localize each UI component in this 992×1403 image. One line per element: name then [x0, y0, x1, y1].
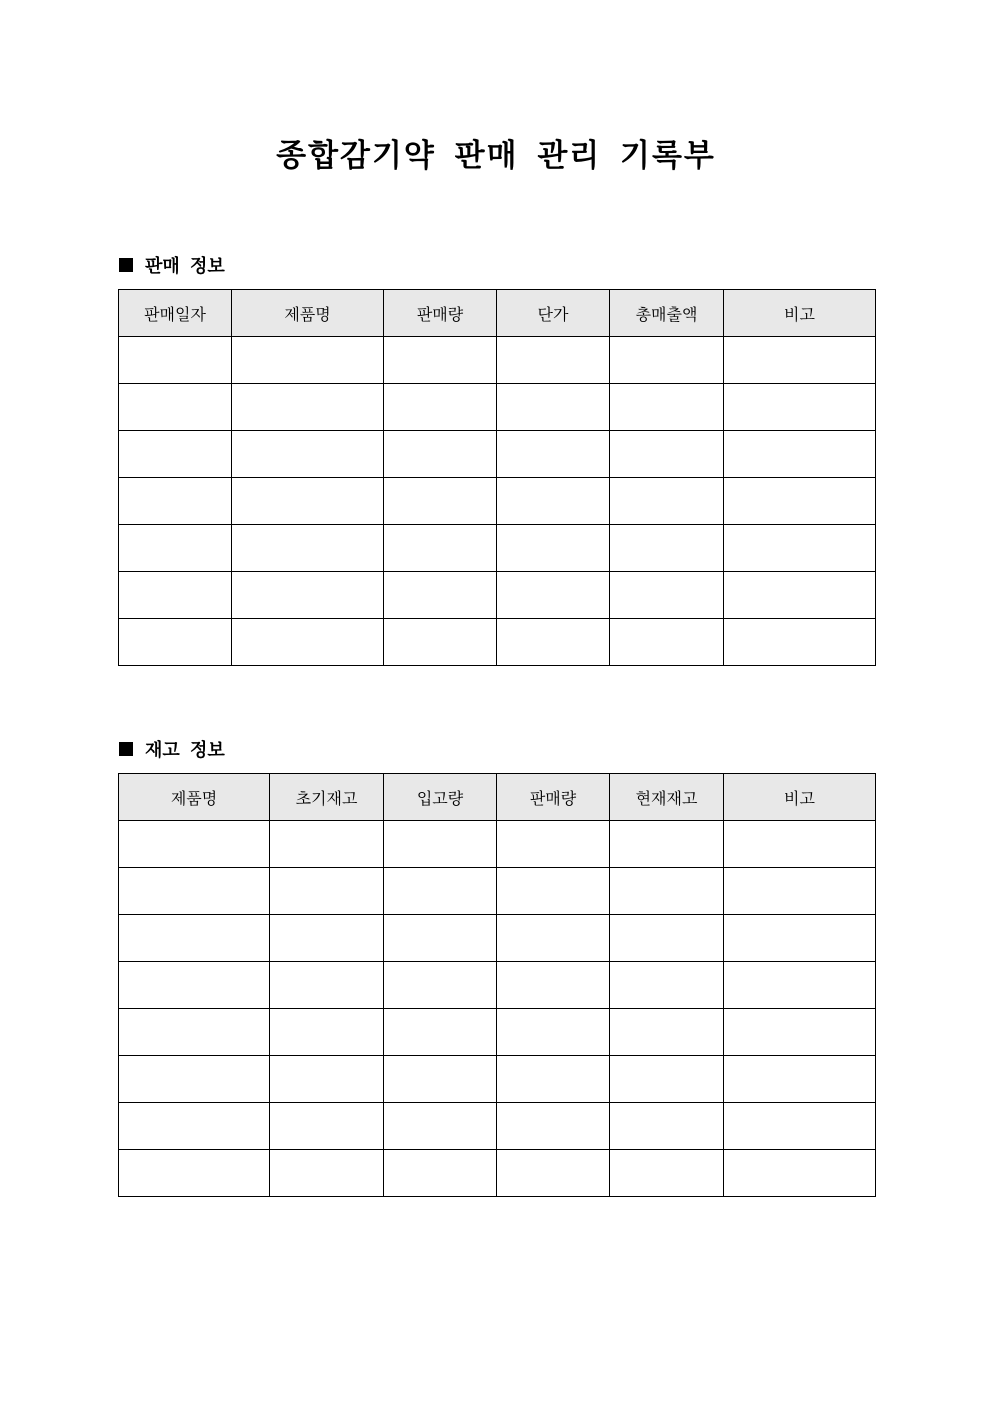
- column-header-sale-date: 판매일자: [119, 290, 232, 337]
- table-cell[interactable]: [724, 431, 876, 478]
- table-cell[interactable]: [384, 915, 497, 962]
- table-cell[interactable]: [497, 821, 610, 868]
- table-cell[interactable]: [270, 1103, 384, 1150]
- table-cell[interactable]: [610, 1056, 724, 1103]
- table-cell[interactable]: [497, 868, 610, 915]
- table-cell[interactable]: [119, 337, 232, 384]
- column-header-sales-quantity: 판매량: [384, 290, 497, 337]
- table-row: [119, 384, 876, 431]
- table-cell[interactable]: [384, 572, 497, 619]
- table-cell[interactable]: [119, 525, 232, 572]
- table-row: [119, 868, 876, 915]
- table-row: [119, 915, 876, 962]
- table-cell[interactable]: [232, 478, 384, 525]
- table-cell[interactable]: [270, 821, 384, 868]
- table-cell[interactable]: [384, 431, 497, 478]
- black-square-icon: [119, 258, 133, 272]
- table-cell[interactable]: [270, 868, 384, 915]
- table-cell[interactable]: [724, 619, 876, 666]
- table-cell[interactable]: [610, 384, 724, 431]
- table-row: [119, 572, 876, 619]
- table-row: [119, 821, 876, 868]
- table-cell[interactable]: [610, 915, 724, 962]
- table-cell[interactable]: [270, 915, 384, 962]
- table-cell[interactable]: [724, 1150, 876, 1197]
- table-cell[interactable]: [384, 962, 497, 1009]
- table-cell[interactable]: [119, 1009, 270, 1056]
- table-cell[interactable]: [119, 915, 270, 962]
- table-row: [119, 337, 876, 384]
- column-header-sales-quantity: 판매량: [497, 774, 610, 821]
- table-cell[interactable]: [724, 478, 876, 525]
- table-cell[interactable]: [497, 337, 610, 384]
- table-cell[interactable]: [497, 915, 610, 962]
- table-cell[interactable]: [384, 619, 497, 666]
- table-cell[interactable]: [119, 1103, 270, 1150]
- table-cell[interactable]: [119, 1150, 270, 1197]
- table-cell[interactable]: [610, 1009, 724, 1056]
- page-title: 종합감기약 판매 관리 기록부: [276, 138, 716, 174]
- column-header-initial-stock: 초기재고: [270, 774, 384, 821]
- table-cell[interactable]: [610, 1150, 724, 1197]
- black-square-icon: [119, 742, 133, 756]
- table-cell[interactable]: [384, 337, 497, 384]
- table-cell[interactable]: [119, 1056, 270, 1103]
- table-cell[interactable]: [497, 1103, 610, 1150]
- table-row: [119, 962, 876, 1009]
- table-cell[interactable]: [119, 384, 232, 431]
- inventory-table-body: [119, 821, 876, 1197]
- table-cell[interactable]: [384, 1056, 497, 1103]
- table-cell[interactable]: [119, 821, 270, 868]
- table-row: [119, 619, 876, 666]
- table-cell[interactable]: [232, 572, 384, 619]
- table-cell[interactable]: [610, 1103, 724, 1150]
- table-cell[interactable]: [724, 337, 876, 384]
- table-row: [119, 478, 876, 525]
- table-cell[interactable]: [384, 1103, 497, 1150]
- table-row: [119, 431, 876, 478]
- table-cell[interactable]: [270, 1009, 384, 1056]
- column-header-total-sales: 총매출액: [610, 290, 724, 337]
- table-row: [119, 1056, 876, 1103]
- table-cell[interactable]: [497, 1150, 610, 1197]
- table-cell[interactable]: [119, 619, 232, 666]
- table-cell[interactable]: [724, 525, 876, 572]
- table-cell[interactable]: [384, 478, 497, 525]
- table-cell[interactable]: [610, 868, 724, 915]
- table-row: [119, 1150, 876, 1197]
- table-cell[interactable]: [497, 525, 610, 572]
- table-cell[interactable]: [232, 619, 384, 666]
- column-header-unit-price: 단가: [497, 290, 610, 337]
- table-cell[interactable]: [119, 962, 270, 1009]
- sales-section-heading: [119, 253, 225, 277]
- table-cell[interactable]: [270, 962, 384, 1009]
- table-cell[interactable]: [724, 384, 876, 431]
- table-cell[interactable]: [232, 384, 384, 431]
- table-row: [119, 1103, 876, 1150]
- sales-header-row: [119, 290, 876, 337]
- table-cell[interactable]: [610, 821, 724, 868]
- table-cell[interactable]: [497, 384, 610, 431]
- table-cell[interactable]: [724, 962, 876, 1009]
- column-header-remarks: 비고: [724, 774, 876, 821]
- table-cell[interactable]: [497, 572, 610, 619]
- column-header-current-stock: 현재재고: [610, 774, 724, 821]
- table-cell[interactable]: [232, 431, 384, 478]
- table-cell[interactable]: [724, 1103, 876, 1150]
- table-cell[interactable]: [270, 1056, 384, 1103]
- table-cell[interactable]: [724, 868, 876, 915]
- table-cell[interactable]: [384, 525, 497, 572]
- table-cell[interactable]: [232, 337, 384, 384]
- table-cell[interactable]: [497, 619, 610, 666]
- table-cell[interactable]: [384, 1009, 497, 1056]
- inventory-table: [118, 773, 876, 1197]
- table-row: [119, 525, 876, 572]
- table-cell[interactable]: [270, 1150, 384, 1197]
- table-cell[interactable]: [119, 431, 232, 478]
- table-cell[interactable]: [724, 821, 876, 868]
- table-cell[interactable]: [497, 1009, 610, 1056]
- table-cell[interactable]: [724, 1056, 876, 1103]
- table-cell[interactable]: [610, 337, 724, 384]
- table-cell[interactable]: [232, 525, 384, 572]
- table-cell[interactable]: [384, 868, 497, 915]
- inventory-section-heading: [119, 737, 225, 761]
- column-header-remarks: 비고: [724, 290, 876, 337]
- table-cell[interactable]: [610, 572, 724, 619]
- table-cell[interactable]: [610, 619, 724, 666]
- table-cell[interactable]: [119, 868, 270, 915]
- column-header-received-quantity: 입고량: [384, 774, 497, 821]
- table-cell[interactable]: [497, 478, 610, 525]
- table-cell[interactable]: [384, 821, 497, 868]
- table-cell[interactable]: [497, 1056, 610, 1103]
- column-header-product-name: 제품명: [232, 290, 384, 337]
- table-cell[interactable]: [610, 431, 724, 478]
- table-cell[interactable]: [724, 572, 876, 619]
- inventory-header-row: [119, 774, 876, 821]
- table-cell[interactable]: [610, 478, 724, 525]
- table-cell[interactable]: [384, 1150, 497, 1197]
- inventory-section-title: 재고 정보: [145, 740, 225, 761]
- table-cell[interactable]: [119, 572, 232, 619]
- table-row: [119, 1009, 876, 1056]
- column-header-product-name: 제품명: [119, 774, 270, 821]
- table-cell[interactable]: [119, 478, 232, 525]
- table-cell[interactable]: [497, 962, 610, 1009]
- sales-table: [118, 289, 876, 666]
- table-cell[interactable]: [610, 525, 724, 572]
- sales-section-title: 판매 정보: [145, 256, 225, 277]
- table-cell[interactable]: [384, 384, 497, 431]
- sales-table-body: [119, 337, 876, 666]
- table-cell[interactable]: [724, 915, 876, 962]
- table-cell[interactable]: [610, 962, 724, 1009]
- table-cell[interactable]: [724, 1009, 876, 1056]
- table-cell[interactable]: [497, 431, 610, 478]
